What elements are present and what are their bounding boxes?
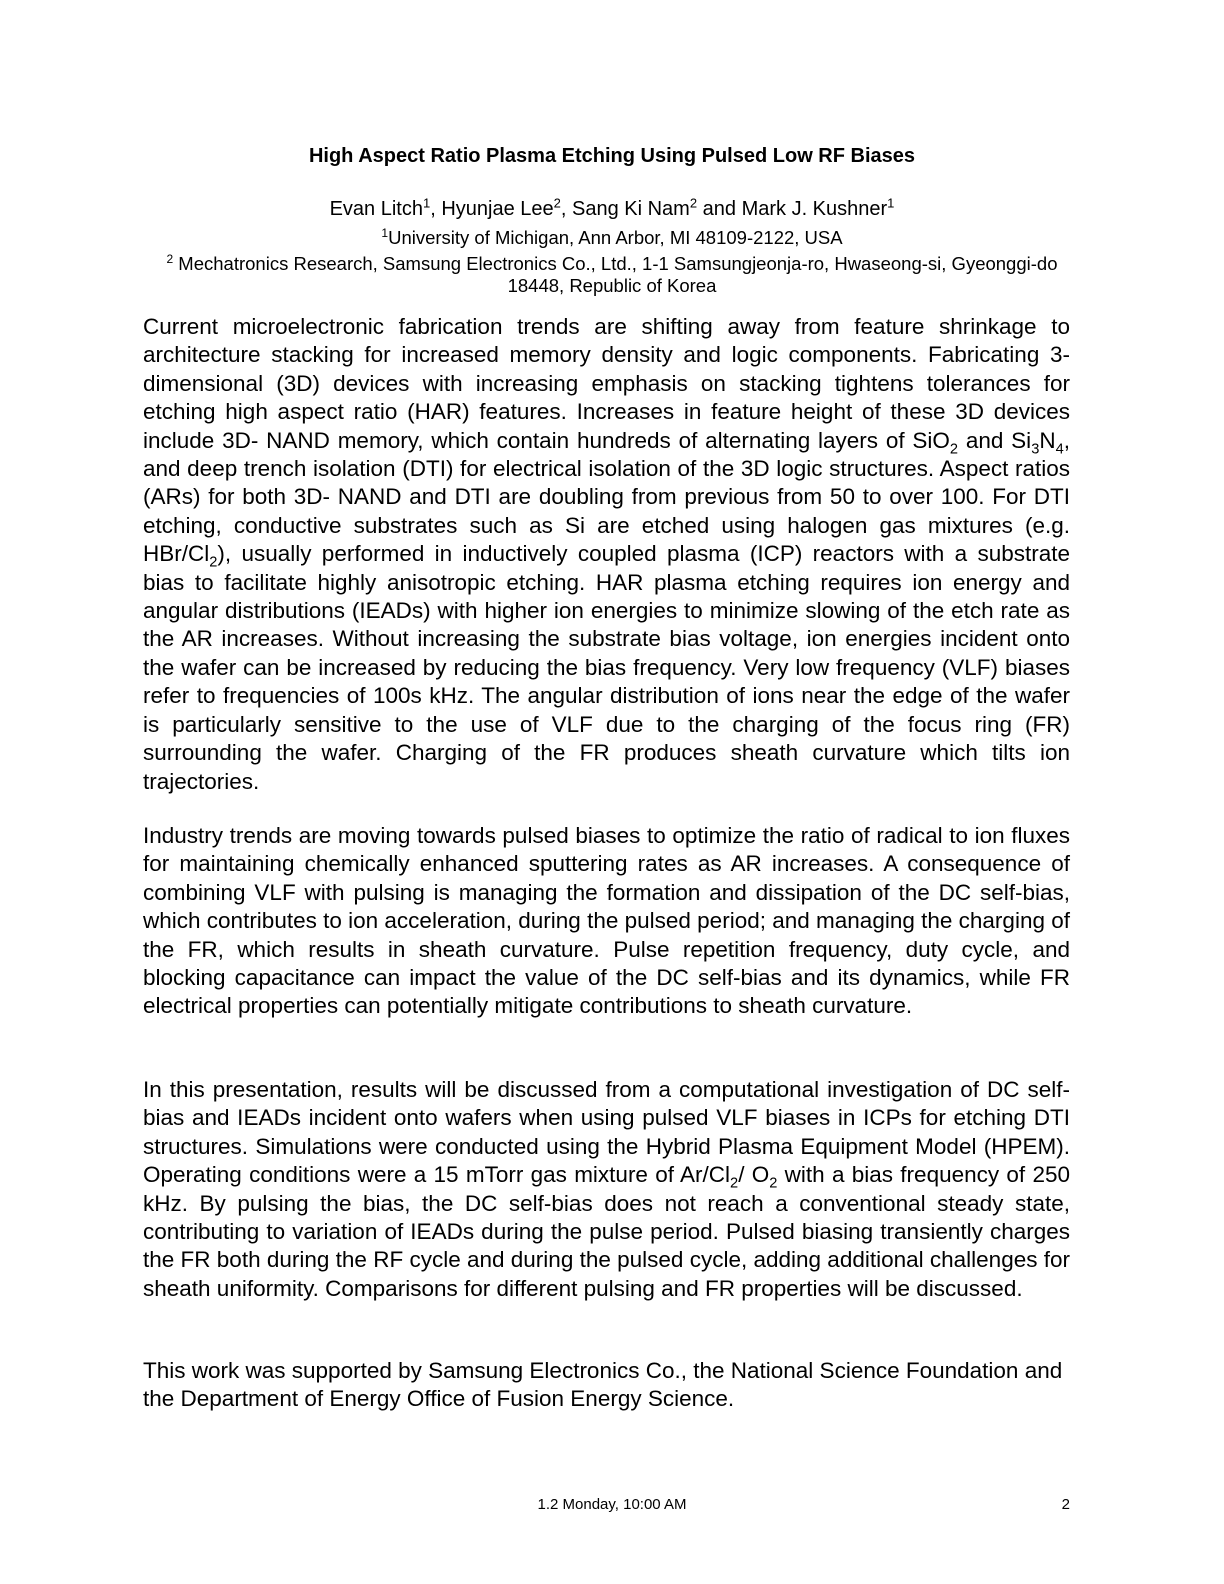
author-name: Evan Litch <box>329 198 423 220</box>
paragraph-text: / O <box>738 1162 770 1188</box>
body-paragraph-1 <box>143 313 1070 796</box>
affiliation-2 <box>150 253 1074 297</box>
subscript: 2 <box>209 554 218 571</box>
paragraph-text: N <box>1039 427 1056 453</box>
subscript: 2 <box>730 1175 739 1192</box>
author-list <box>0 195 1224 223</box>
author-separator: and <box>697 198 742 220</box>
affiliation-text: University of Michigan, Ann Arbor, MI 48109-2122, USA <box>388 227 843 248</box>
affiliation-1 <box>0 226 1224 250</box>
affiliation-text: Mechatronics Research, Samsung Electronics Co., Ltd., 1-1 Samsungjeonja-ro, Hwaseong-si, Gyeonggi-do 18448, Republic of Korea <box>173 253 1058 296</box>
body-paragraph-2: Industry trends are moving towards pulsed biases to optimize the ratio of radical to ion fluxes for maintaining chemically enhanced sputtering rates as AR increases. A consequence of combining VLF with pulsing is managing the formation and dissipation of the DC self-bias, which contributes to ion acceleration, during the pulsed period; and managing the charging of the FR, which results in sheath curvature. Pulse repetition frequency, duty cycle, and blocking capacitance can impact the value of the DC self-bias and its dynamics, while FR electrical properties can potentially mitigate contributions to sheath curvature. <box>143 823 1070 1019</box>
page-number: 2 <box>1061 1496 1070 1513</box>
author-name: Hyunjae Lee <box>441 198 554 220</box>
paragraph-text: In this presentation, results will be discussed from a computational investigation of DC self- bias and IEADs incident onto wafers when using pulsed VLF biases in ICPs for etching DTI structures. Simulations were conducted using the Hybrid Plasma Equipment Model (HPEM). Operating conditions were a 15 mTorr gas mixture of Ar/Cl <box>143 1077 1070 1188</box>
affiliation-marker: 1 <box>422 195 431 211</box>
author-name: Sang Ki Nam <box>572 198 690 220</box>
affiliation-marker: 1 <box>381 225 389 240</box>
affiliation-marker: 2 <box>553 195 561 211</box>
subscript: 4 <box>1055 441 1064 458</box>
subscript: 2 <box>769 1175 778 1192</box>
paragraph-text: and Si <box>958 427 1032 453</box>
paragraph-text: Current microelectronic fabrication trends are shifting away from feature shrinkage to architecture stacking for increased memory density and logic components. Fabricating 3- dimensional (3D) devices with increasing emphasis on stacking tightens tolerances for etching high aspect ratio (HAR) features. Increases in feature height of these 3D devices include 3D- NAND memory, which contain hundreds of alternating layers of SiO <box>143 314 1070 453</box>
author-separator: , <box>430 198 442 220</box>
subscript: 2 <box>949 441 959 458</box>
subscript: 3 <box>1031 441 1040 458</box>
paragraph-text: with a bias frequency of 250 kHz. By pulsing the bias, the DC self-bias does not reach a conventional steady state, contributing to variation of IEADs during the pulse period. Pulsed biasing transiently charges the FR both during the RF cycle and during the pulsed cycle, adding additional challenges for sheath uniformity. Comparisons for different pulsing and FR properties will be discussed. <box>143 1162 1070 1301</box>
paragraph-text: ), usually performed in inductively coupled plasma (ICP) reactors with a substrate bias to facilitate highly anisotropic etching. HAR plasma etching requires ion energy and angular distributions (IEADs) with higher ion energies to minimize slowing of the etch rate as the AR increases. Without increasing the substrate bias voltage, ion energies incident onto the wafer can be increased by reducing the bias frequency. Very low frequency (VLF) biases refer to frequencies of 100s kHz. The angular distribution of ions near the edge of the wafer is particularly sensitive to the use of VLF due to the charging of the focus ring (FR) surrounding the wafer. Charging of the FR produces sheath curvature which tilts ion trajectories. <box>143 541 1070 794</box>
author-name: Mark J. Kushner <box>741 198 888 220</box>
affiliation-marker: 2 <box>166 251 174 266</box>
affiliation-marker: 1 <box>887 195 895 211</box>
acknowledgement-paragraph: This work was supported by Samsung Electronics Co., the National Science Foundation and the Department of Energy Office of Fusion Energy Science. <box>143 1358 1063 1412</box>
author-separator: , <box>560 198 572 220</box>
paper-title: High Aspect Ratio Plasma Etching Using Pulsed Low RF Biases <box>308 145 916 167</box>
body-paragraph-3 <box>143 1076 1070 1303</box>
paragraph-text: , and deep trench isolation (DTI) for electrical isolation of the 3D logic structures. Aspect ratios (ARs) for both 3D- NAND and DTI are doubling from previous from 50 to over 100. For DTI etching, conductive substrates such as Si are etched using halogen gas mixtures (e.g. HBr/Cl <box>143 427 1070 567</box>
footer-session: 1.2 Monday, 10:00 AM <box>537 1496 687 1513</box>
affiliation-marker: 2 <box>689 195 698 211</box>
